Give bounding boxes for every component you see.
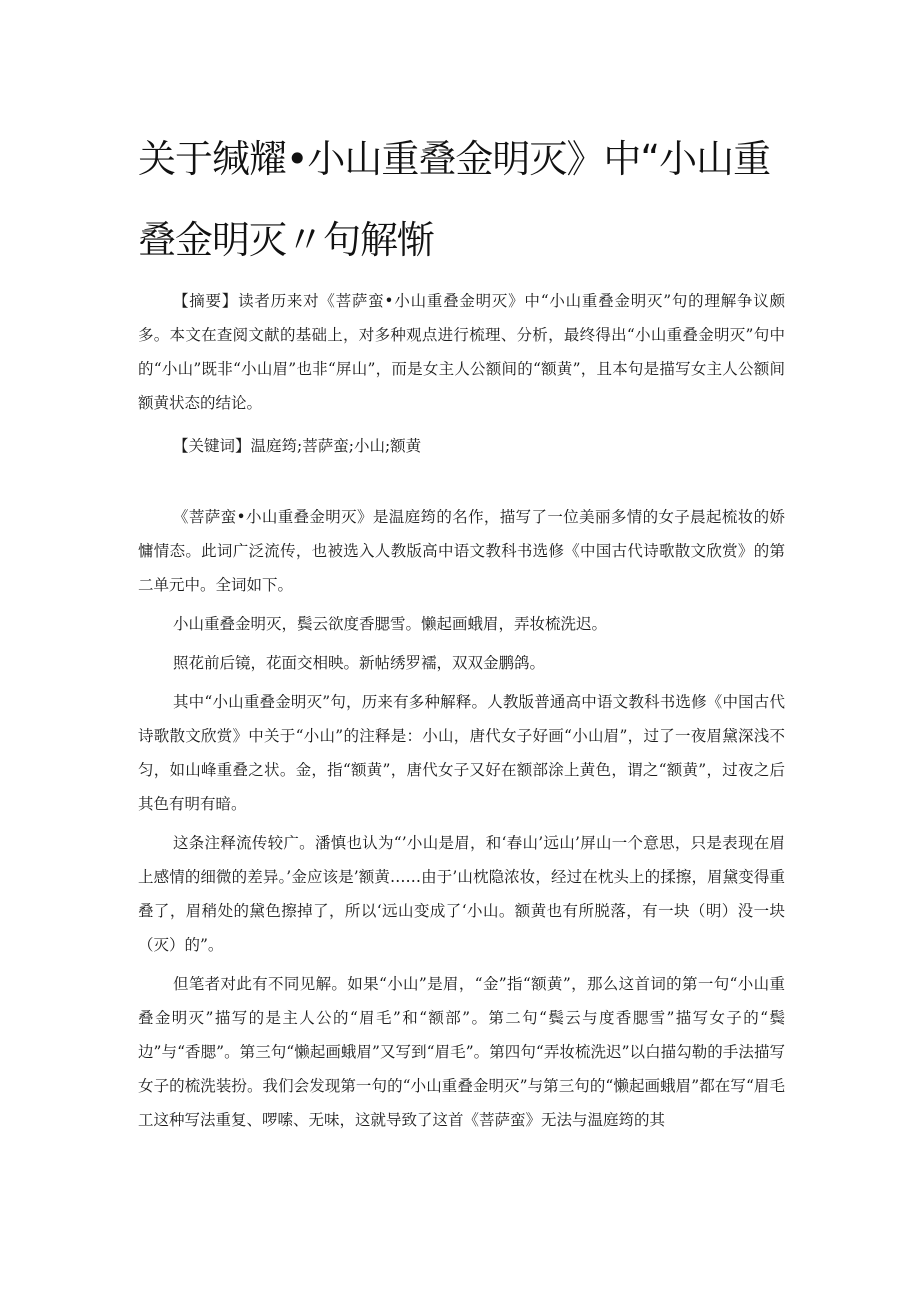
abstract-text: 读者历来对《菩萨蛮•小山重叠金明灭》中“小山重叠金明灭”句的理解争议颇多。本文在查阅文献的基础上，对多种观点进行梳理、分析，最终得出“小山重叠金明灭”句中的“小山”既非“小山眉”也非“屏山”，而是女主人公额间的“额黄”，且本句是描写女主人公额间额黄状态的结论。 <box>138 292 785 412</box>
abstract <box>138 284 785 420</box>
abstract-label: 【摘要】 <box>173 292 239 310</box>
document-title-line-1: 关于缄耀•小山重叠金明灭》中“小山重 <box>138 137 771 181</box>
poem-line-2: 照花前后镜，花面交相映。新帖绣罗襦，双双金鹏鸽。 <box>173 654 546 672</box>
document-title-line-2: 叠金明灭〃句解惭 <box>138 218 435 262</box>
paragraph-pan-shen: 这条注释流传较广。潘慎也认为“’小山是眉，和‘春山’远山’屏山一个意思，只是表现在眉上感情的细微的差异。’金应该是’额黄……由于’山枕隐浓妆，经过在枕头上的揉擦，眉黛变得重叠了，眉稍处的黛色擦掉了，所以‘远山变成了‘小山。额黄也有所脱落，有一块（明）没一块（灭）的”。 <box>138 834 785 954</box>
paragraph-intro: 《菩萨蛮•小山重叠金明灭》是温庭筠的名作，描写了一位美丽多情的女子晨起梳妆的娇慵情态。此词广泛流传，也被选入人教版高中语文教科书选修《中国古代诗歌散文欣赏》的第二单元中。全词如下。 <box>138 508 785 594</box>
paragraph-annotation: 其中“小山重叠金明灭”句，历来有多种解释。人教版普通高中语文教科书选修《中国古代诗歌散文欣赏》中关于“小山”的注释是：小山，唐代女子好画“小山眉”，过了一夜眉黛深浅不匀，如山峰重叠之状。金，指“额黄”，唐代女子又好在额部涂上黄色，谓之“额黄”，过夜之后其色有明有暗。 <box>138 693 785 813</box>
keywords <box>138 429 785 463</box>
keywords-text: 温庭筠;菩萨蛮;小山;额黄 <box>250 437 422 455</box>
keywords-label: 【关键词】 <box>173 437 251 455</box>
poem-line-1: 小山重叠金明灭，鬓云欲度香腮雪。懒起画蛾眉，弄妆梳洗迟。 <box>173 615 608 633</box>
paragraph-author-view: 但笔者对此有不同见解。如果“小山”是眉，“金”指“额黄”，那么这首词的第一句“小山重叠金明灭”描写的是主人公的“眉毛”和“额部”。第二句“鬓云与度香腮雪”描写女子的“鬓边”与“香腮”。第三句“懒起画蛾眉”又写到“眉毛”。第四句“弄妆梳洗迟”以白描勾勒的手法描写女子的梳洗装扮。我们会发现第一句的“小山重叠金明灭”与第三句的“懒起画蛾眉”都在写“眉毛工这种写法重复、啰嗦、无味，这就导致了这首《菩萨蛮》无法与温庭筠的其 <box>138 975 785 1129</box>
body-text <box>138 500 785 1142</box>
